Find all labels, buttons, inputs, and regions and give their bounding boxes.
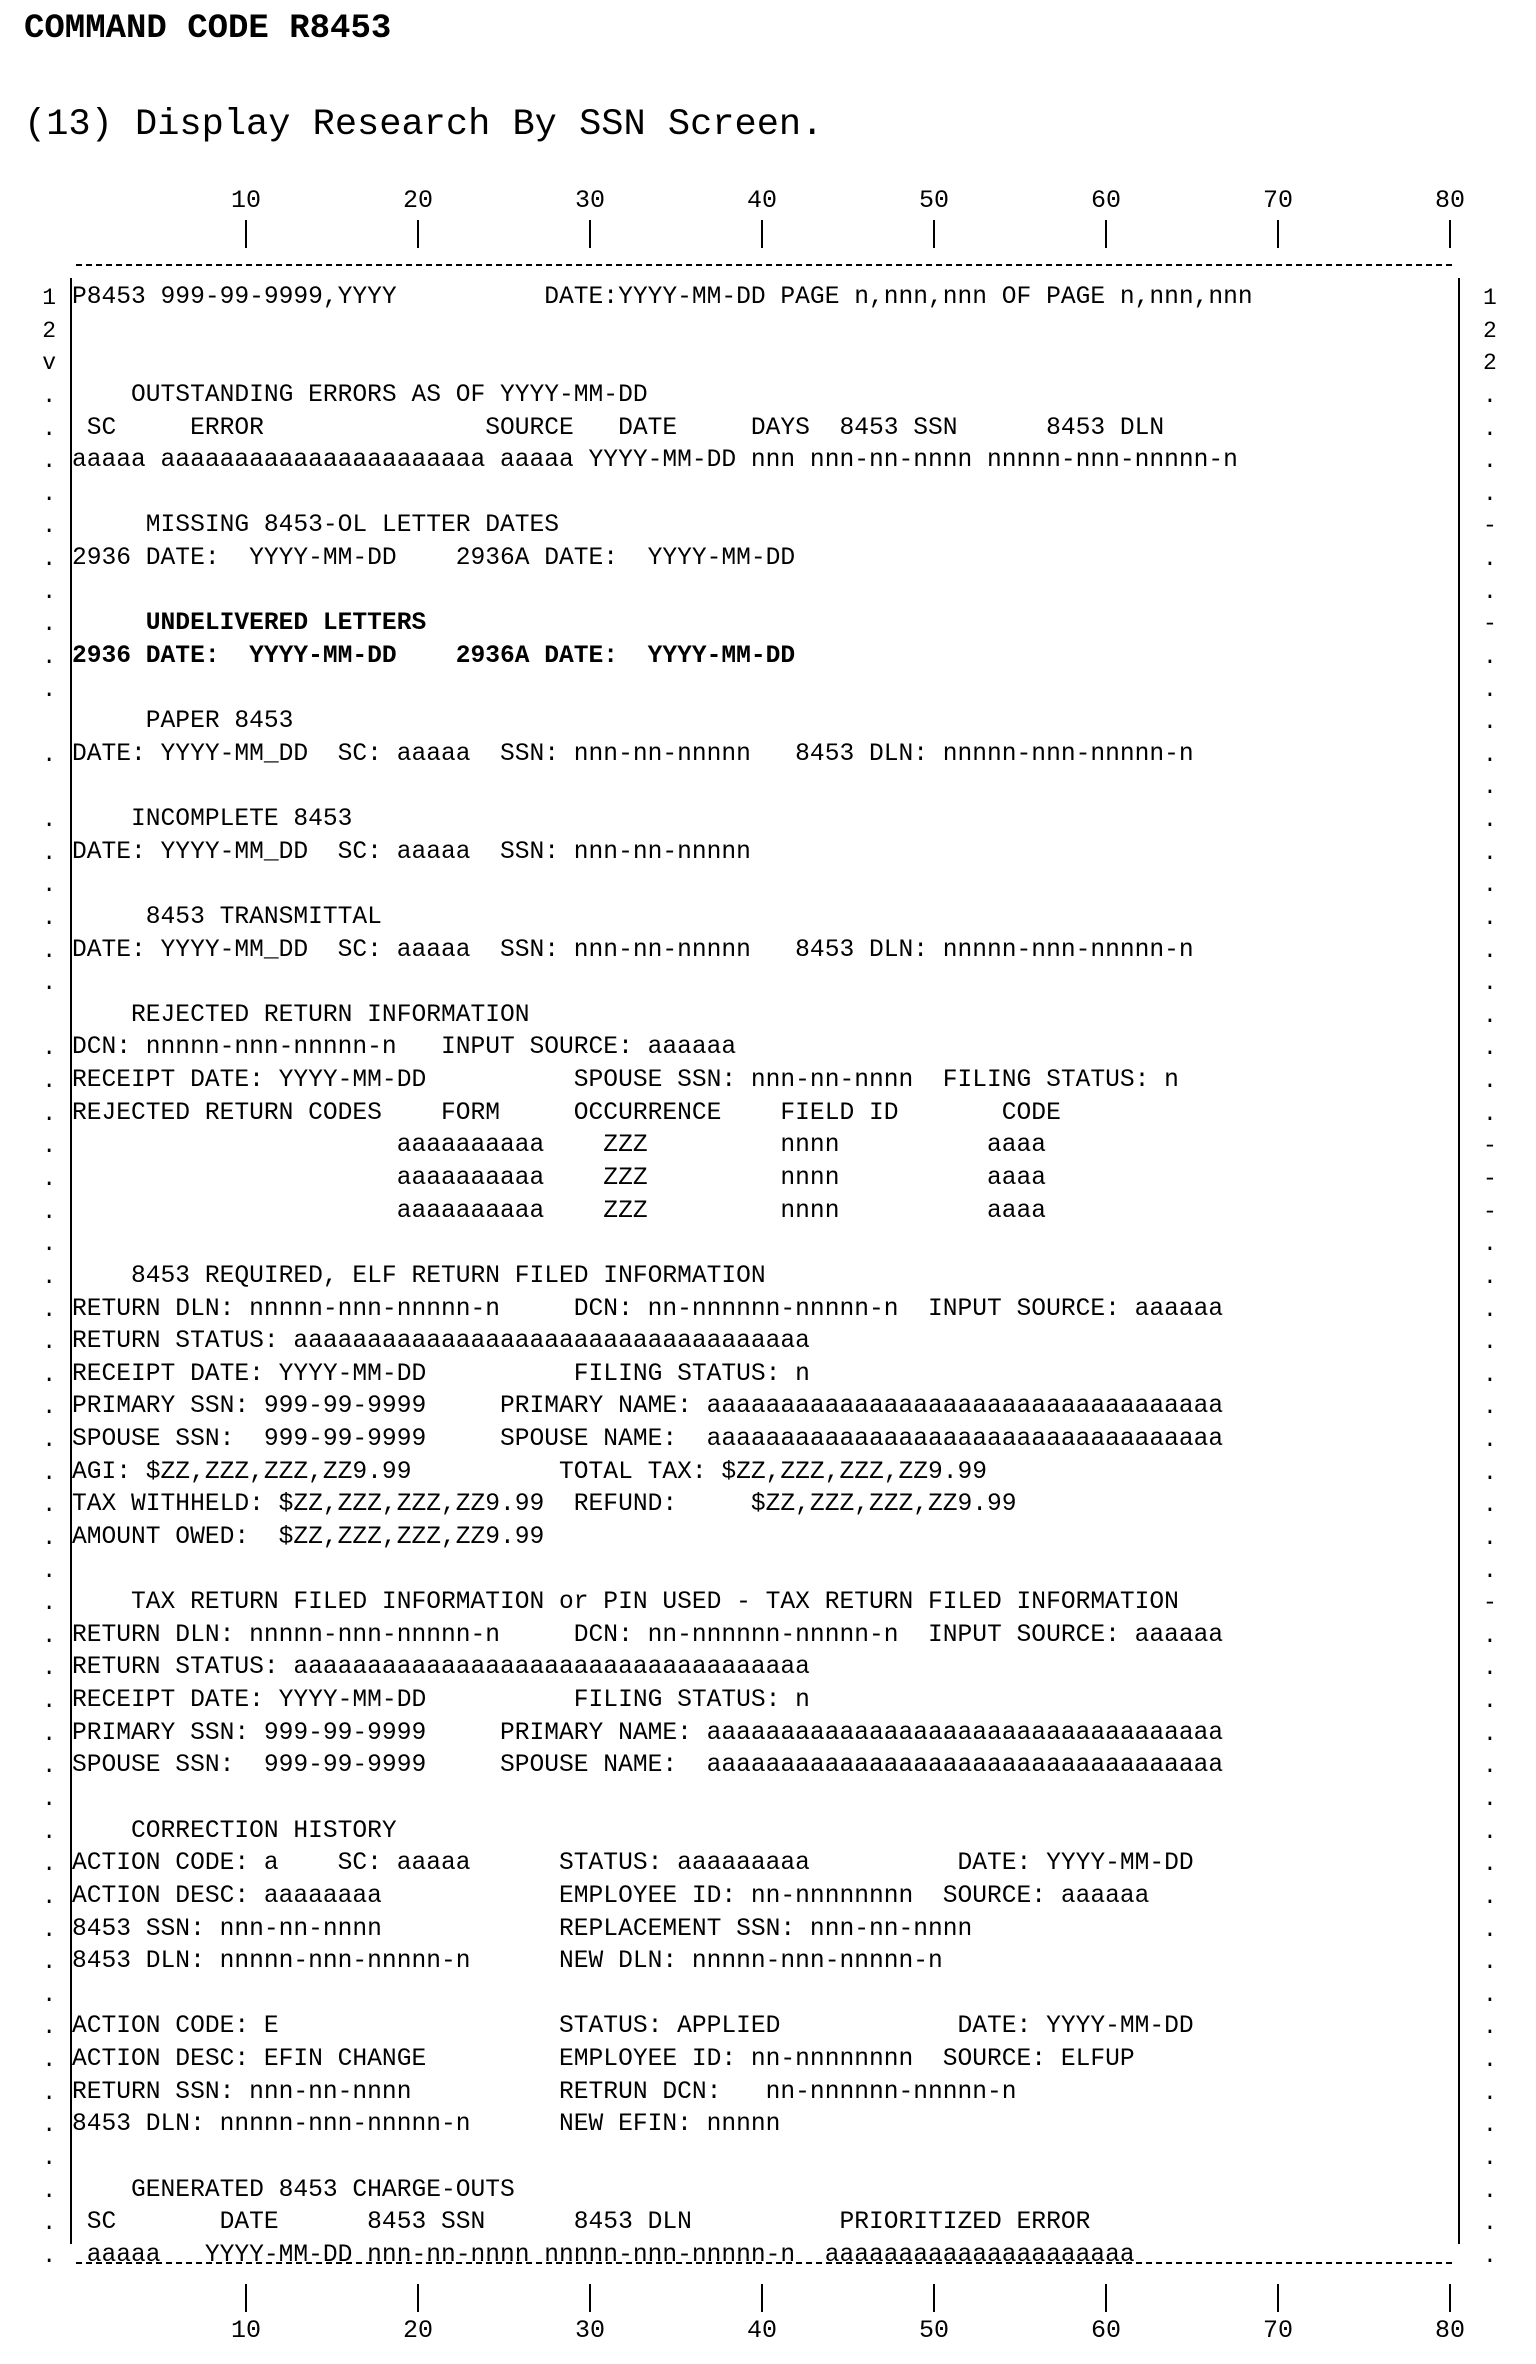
right-line-marker: .	[1483, 1362, 1497, 1388]
left-line-marker: .	[42, 611, 56, 637]
ruler-tick	[761, 2284, 763, 2312]
screen-row: OUTSTANDING ERRORS AS OF YYYY-MM-DD	[72, 382, 648, 409]
ruler-tick	[1449, 2284, 1451, 2312]
left-line-marker: .	[42, 383, 56, 409]
left-line-marker: .	[42, 1688, 56, 1714]
left-line-marker: .	[42, 2112, 56, 2138]
left-line-marker: .	[42, 1362, 56, 1388]
screen-row: DATE: YYYY-MM_DD SC: aaaaa SSN: nnn-nn-nnnnn	[72, 839, 751, 866]
ruler-tick	[417, 220, 419, 248]
right-line-marker: .	[1483, 1884, 1497, 1910]
screen-row: ACTION DESC: EFIN CHANGE EMPLOYEE ID: nn-nnnnnnnn SOURCE: ELFUP	[72, 2046, 1135, 2073]
ruler-tick	[589, 220, 591, 248]
right-line-marker: -	[1483, 1133, 1497, 1159]
screen-row: 8453 REQUIRED, ELF RETURN FILED INFORMATION	[72, 1263, 766, 1290]
right-line-marker: .	[1483, 774, 1497, 800]
left-line-marker: .	[42, 2014, 56, 2040]
screen-row: CORRECTION HISTORY	[72, 1818, 397, 1845]
ruler-tick	[1105, 220, 1107, 248]
right-line-marker: .	[1483, 481, 1497, 507]
screen-row: REJECTED RETURN INFORMATION	[72, 1002, 530, 1029]
right-line-marker: .	[1483, 2080, 1497, 2106]
left-line-marker: .	[42, 807, 56, 833]
left-line-marker: .	[42, 1753, 56, 1779]
left-line-marker: .	[42, 1199, 56, 1225]
screen-row: PRIMARY SSN: 999-99-9999 PRIMARY NAME: aaaaaaaaaaaaaaaaaaaaaaaaaaaaaaaaaaa	[72, 1393, 1224, 1420]
screen-row: RECEIPT DATE: YYYY-MM-DD SPOUSE SSN: nnn-nn-nnnn FILING STATUS: n	[72, 1067, 1179, 1094]
left-line-marker: .	[42, 1231, 56, 1257]
ruler-number: 30	[574, 2316, 606, 2345]
left-line-marker: .	[42, 677, 56, 703]
left-line-marker: .	[42, 1297, 56, 1323]
left-line-marker: .	[42, 1655, 56, 1681]
left-line-marker: .	[42, 1558, 56, 1584]
right-line-marker: .	[1483, 383, 1497, 409]
right-line-marker: .	[1483, 1819, 1497, 1845]
document-subtitle: (13) Display Research By SSN Screen.	[24, 104, 824, 146]
right-line-marker: .	[1483, 546, 1497, 572]
left-line-marker: .	[42, 2210, 56, 2236]
ruler-number: 30	[574, 186, 606, 215]
right-line-marker: -	[1483, 611, 1497, 637]
right-line-marker: .	[1483, 1231, 1497, 1257]
screen-row: RETURN DLN: nnnnn-nnn-nnnnn-n DCN: nn-nnnnnn-nnnnn-n INPUT SOURCE: aaaaaa	[72, 1296, 1224, 1323]
ruler-tick	[933, 2284, 935, 2312]
left-line-marker: .	[42, 2080, 56, 2106]
screen-row: MISSING 8453-OL LETTER DATES	[72, 512, 560, 539]
screen-row: AGI: $ZZ,ZZZ,ZZZ,ZZ9.99 TOTAL TAX: $ZZ,ZZZ,ZZZ,ZZ9.99	[72, 1459, 988, 1486]
left-line-marker: .	[42, 1394, 56, 1420]
screen-row: 2936 DATE: YYYY-MM-DD 2936A DATE: YYYY-MM-DD	[72, 545, 796, 572]
left-line-marker: .	[42, 1460, 56, 1486]
screen-row: RETURN SSN: nnn-nn-nnnn RETRUN DCN: nn-nnnnnn-nnnnn-n	[72, 2079, 1017, 2106]
right-line-marker: .	[1483, 905, 1497, 931]
screen-row: aaaaa YYYY-MM-DD nnn-nn-nnnn nnnnn-nnn-nnnnn-n aaaaaaaaaaaaaaaaaaaaa	[72, 2242, 1135, 2269]
right-line-marker: .	[1483, 416, 1497, 442]
left-line-marker: .	[42, 2178, 56, 2204]
right-line-marker: -	[1483, 1199, 1497, 1225]
left-line-marker: .	[42, 2145, 56, 2171]
screen-row: ACTION DESC: aaaaaaaa EMPLOYEE ID: nn-nnnnnnnn SOURCE: aaaaaa	[72, 1883, 1150, 1910]
right-line-marker: .	[1483, 448, 1497, 474]
right-line-marker: .	[1483, 2112, 1497, 2138]
right-line-marker: .	[1483, 1525, 1497, 1551]
screen-row: UNDELIVERED LETTERS	[72, 610, 427, 637]
left-line-marker: .	[42, 1590, 56, 1616]
screen-row: TAX WITHHELD: $ZZ,ZZZ,ZZZ,ZZ9.99 REFUND: $ZZ,ZZZ,ZZZ,ZZ9.99	[72, 1491, 1017, 1518]
right-line-marker: -	[1483, 1166, 1497, 1192]
ruler-number: 20	[402, 2316, 434, 2345]
ruler-number: 60	[1090, 186, 1122, 215]
screen-row: P8453 999-99-9999,YYYY DATE:YYYY-MM-DD PAGE n,nnn,nnn OF PAGE n,nnn,nnn	[72, 284, 1253, 311]
right-line-marker: 2	[1483, 318, 1497, 344]
right-line-marker: .	[1483, 1721, 1497, 1747]
right-line-marker: .	[1483, 1753, 1497, 1779]
left-line-marker: .	[42, 905, 56, 931]
left-line-marker: .	[42, 840, 56, 866]
ruler-tick	[245, 2284, 247, 2312]
screen-row: TAX RETURN FILED INFORMATION or PIN USED - TAX RETURN FILED INFORMATION	[72, 1589, 1179, 1616]
ruler-tick	[1277, 2284, 1279, 2312]
right-line-marker: .	[1483, 1655, 1497, 1681]
right-line-marker: 2	[1483, 350, 1497, 376]
right-line-marker: .	[1483, 2210, 1497, 2236]
screen-row: DCN: nnnnn-nnn-nnnnn-n INPUT SOURCE: aaaaaa	[72, 1034, 737, 1061]
left-line-marker: .	[42, 579, 56, 605]
screen-right-border	[1458, 278, 1460, 2244]
right-line-marker: .	[1483, 1264, 1497, 1290]
right-line-marker: .	[1483, 1035, 1497, 1061]
screen-row: aaaaa aaaaaaaaaaaaaaaaaaaaaa aaaaa YYYY-MM-DD nnn nnn-nn-nnnn nnnnn-nnn-nnnnn-n	[72, 447, 1238, 474]
left-line-marker: .	[42, 1068, 56, 1094]
top-column-ruler	[0, 186, 1536, 246]
right-line-marker: .	[1483, 1329, 1497, 1355]
right-line-marker: .	[1483, 579, 1497, 605]
right-line-marker: .	[1483, 1101, 1497, 1127]
left-line-marker: .	[42, 1329, 56, 1355]
left-line-marker: .	[42, 1427, 56, 1453]
right-line-marker: .	[1483, 742, 1497, 768]
left-line-marker: .	[42, 1721, 56, 1747]
ruler-number: 60	[1090, 2316, 1122, 2345]
left-line-marker: 2	[42, 318, 56, 344]
right-line-marker: .	[1483, 938, 1497, 964]
right-line-marker: .	[1483, 872, 1497, 898]
left-line-marker: .	[42, 546, 56, 572]
right-line-marker: 1	[1483, 285, 1497, 311]
left-line-marker: .	[42, 1982, 56, 2008]
screen-row: RETURN STATUS: aaaaaaaaaaaaaaaaaaaaaaaaaaaaaaaaaaa	[72, 1654, 810, 1681]
left-line-marker: .	[42, 1166, 56, 1192]
left-line-marker: .	[42, 1949, 56, 1975]
bottom-dashed-separator	[76, 2262, 1452, 2264]
left-line-marker: .	[42, 416, 56, 442]
screen-row: SPOUSE SSN: 999-99-9999 SPOUSE NAME: aaaaaaaaaaaaaaaaaaaaaaaaaaaaaaaaaaa	[72, 1426, 1224, 1453]
left-line-marker: .	[42, 1623, 56, 1649]
right-line-marker: .	[1483, 1492, 1497, 1518]
left-line-marker: .	[42, 1884, 56, 1910]
right-line-marker: .	[1483, 1786, 1497, 1812]
right-line-marker: .	[1483, 2243, 1497, 2269]
right-line-marker: .	[1483, 1688, 1497, 1714]
left-line-marker: .	[42, 2047, 56, 2073]
ruler-number: 70	[1262, 2316, 1294, 2345]
right-line-marker: .	[1483, 2047, 1497, 2073]
ruler-number: 80	[1434, 186, 1466, 215]
top-dashed-separator	[76, 264, 1452, 266]
ruler-number: 40	[746, 2316, 778, 2345]
right-line-marker: .	[1483, 1460, 1497, 1486]
right-line-marker: .	[1483, 2014, 1497, 2040]
screen-row: RETURN DLN: nnnnn-nnn-nnnnn-n DCN: nn-nnnnnn-nnnnn-n INPUT SOURCE: aaaaaa	[72, 1622, 1224, 1649]
left-line-marker: .	[42, 970, 56, 996]
ruler-number: 40	[746, 186, 778, 215]
screen-row: aaaaaaaaaa ZZZ nnnn aaaa	[72, 1198, 1047, 1225]
right-line-marker: -	[1483, 1590, 1497, 1616]
ruler-tick	[1277, 220, 1279, 248]
left-line-marker: .	[42, 1133, 56, 1159]
screen-row: AMOUNT OWED: $ZZ,ZZZ,ZZZ,ZZ9.99	[72, 1524, 545, 1551]
screen-row: 8453 DLN: nnnnn-nnn-nnnnn-n NEW DLN: nnnnn-nnn-nnnnn-n	[72, 1948, 943, 1975]
screen-row: PRIMARY SSN: 999-99-9999 PRIMARY NAME: aaaaaaaaaaaaaaaaaaaaaaaaaaaaaaaaaaa	[72, 1720, 1224, 1747]
right-line-marker: .	[1483, 1427, 1497, 1453]
screen-row: aaaaaaaaaa ZZZ nnnn aaaa	[72, 1132, 1047, 1159]
ruler-number: 50	[918, 186, 950, 215]
screen-row: RECEIPT DATE: YYYY-MM-DD FILING STATUS: n	[72, 1687, 810, 1714]
left-line-marker: .	[42, 742, 56, 768]
right-line-marker: .	[1483, 1297, 1497, 1323]
ruler-tick	[933, 220, 935, 248]
screen-row: aaaaaaaaaa ZZZ nnnn aaaa	[72, 1165, 1047, 1192]
right-line-marker: .	[1483, 1068, 1497, 1094]
screen-row: 8453 TRANSMITTAL	[72, 904, 382, 931]
right-line-marker: .	[1483, 1851, 1497, 1877]
right-line-marker: .	[1483, 1558, 1497, 1584]
screen-row: ACTION CODE: E STATUS: APPLIED DATE: YYYY-MM-DD	[72, 2013, 1194, 2040]
left-line-marker: .	[42, 1851, 56, 1877]
right-line-marker: .	[1483, 1623, 1497, 1649]
right-line-marker: .	[1483, 2178, 1497, 2204]
screen-row: DATE: YYYY-MM_DD SC: aaaaa SSN: nnn-nn-nnnnn 8453 DLN: nnnnn-nnn-nnnnn-n	[72, 741, 1194, 768]
left-line-marker: 1	[42, 285, 56, 311]
screen-row: RECEIPT DATE: YYYY-MM-DD FILING STATUS: n	[72, 1361, 810, 1388]
left-line-marker: .	[42, 1786, 56, 1812]
left-line-marker: .	[42, 2243, 56, 2269]
screen-row: SC DATE 8453 SSN 8453 DLN PRIORITIZED ERROR	[72, 2209, 1091, 2236]
bottom-column-ruler	[0, 2284, 1536, 2344]
screen-row: REJECTED RETURN CODES FORM OCCURRENCE FIELD ID CODE	[72, 1100, 1061, 1127]
right-line-marker: .	[1483, 1917, 1497, 1943]
left-line-marker: .	[42, 481, 56, 507]
left-line-marker: .	[42, 1101, 56, 1127]
ruler-tick	[1105, 2284, 1107, 2312]
right-line-marker: .	[1483, 807, 1497, 833]
screen-row: ACTION CODE: a SC: aaaaa STATUS: aaaaaaaaa DATE: YYYY-MM-DD	[72, 1850, 1194, 1877]
ruler-number: 10	[230, 2316, 262, 2345]
screen-row: SC ERROR SOURCE DATE DAYS 8453 SSN 8453 DLN	[72, 415, 1165, 442]
screen-row: 2936 DATE: YYYY-MM-DD 2936A DATE: YYYY-MM-DD	[72, 643, 796, 670]
left-line-marker: .	[42, 938, 56, 964]
ruler-tick	[1449, 220, 1451, 248]
ruler-tick	[589, 2284, 591, 2312]
screen-row: INCOMPLETE 8453	[72, 806, 353, 833]
right-line-marker: .	[1483, 1394, 1497, 1420]
ruler-number: 20	[402, 186, 434, 215]
left-line-marker: .	[42, 1264, 56, 1290]
left-line-marker: .	[42, 872, 56, 898]
right-line-marker: .	[1483, 644, 1497, 670]
screen-row: GENERATED 8453 CHARGE-OUTS	[72, 2177, 515, 2204]
left-line-marker: .	[42, 448, 56, 474]
left-line-marker: .	[42, 1525, 56, 1551]
screen-row: 8453 DLN: nnnnn-nnn-nnnnn-n NEW EFIN: nnnnn	[72, 2111, 781, 2138]
screen-row: SPOUSE SSN: 999-99-9999 SPOUSE NAME: aaaaaaaaaaaaaaaaaaaaaaaaaaaaaaaaaaa	[72, 1752, 1224, 1779]
left-line-marker: .	[42, 1035, 56, 1061]
ruler-tick	[417, 2284, 419, 2312]
screen-row: RETURN STATUS: aaaaaaaaaaaaaaaaaaaaaaaaaaaaaaaaaaa	[72, 1328, 810, 1355]
right-line-marker: .	[1483, 709, 1497, 735]
left-line-marker: .	[42, 1492, 56, 1518]
right-line-marker: .	[1483, 1003, 1497, 1029]
left-line-marker: .	[42, 644, 56, 670]
left-line-marker: .	[42, 1819, 56, 1845]
ruler-number: 10	[230, 186, 262, 215]
screen-row: 8453 SSN: nnn-nn-nnnn REPLACEMENT SSN: nnn-nn-nnnn	[72, 1916, 973, 1943]
right-line-marker: .	[1483, 840, 1497, 866]
right-line-marker: .	[1483, 2145, 1497, 2171]
ruler-number: 80	[1434, 2316, 1466, 2345]
ruler-number: 70	[1262, 186, 1294, 215]
left-line-marker: .	[42, 513, 56, 539]
right-line-marker: .	[1483, 1982, 1497, 2008]
screen-row: DATE: YYYY-MM_DD SC: aaaaa SSN: nnn-nn-nnnnn 8453 DLN: nnnnn-nnn-nnnnn-n	[72, 937, 1194, 964]
ruler-tick	[761, 220, 763, 248]
left-line-marker: v	[42, 350, 56, 376]
document-title: COMMAND CODE R8453	[24, 10, 392, 48]
left-line-marker: .	[42, 1917, 56, 1943]
right-line-marker: -	[1483, 513, 1497, 539]
ruler-tick	[245, 220, 247, 248]
ruler-number: 50	[918, 2316, 950, 2345]
right-line-marker: .	[1483, 677, 1497, 703]
right-line-marker: .	[1483, 970, 1497, 996]
screen-row: PAPER 8453	[72, 708, 294, 735]
right-line-marker: .	[1483, 1949, 1497, 1975]
